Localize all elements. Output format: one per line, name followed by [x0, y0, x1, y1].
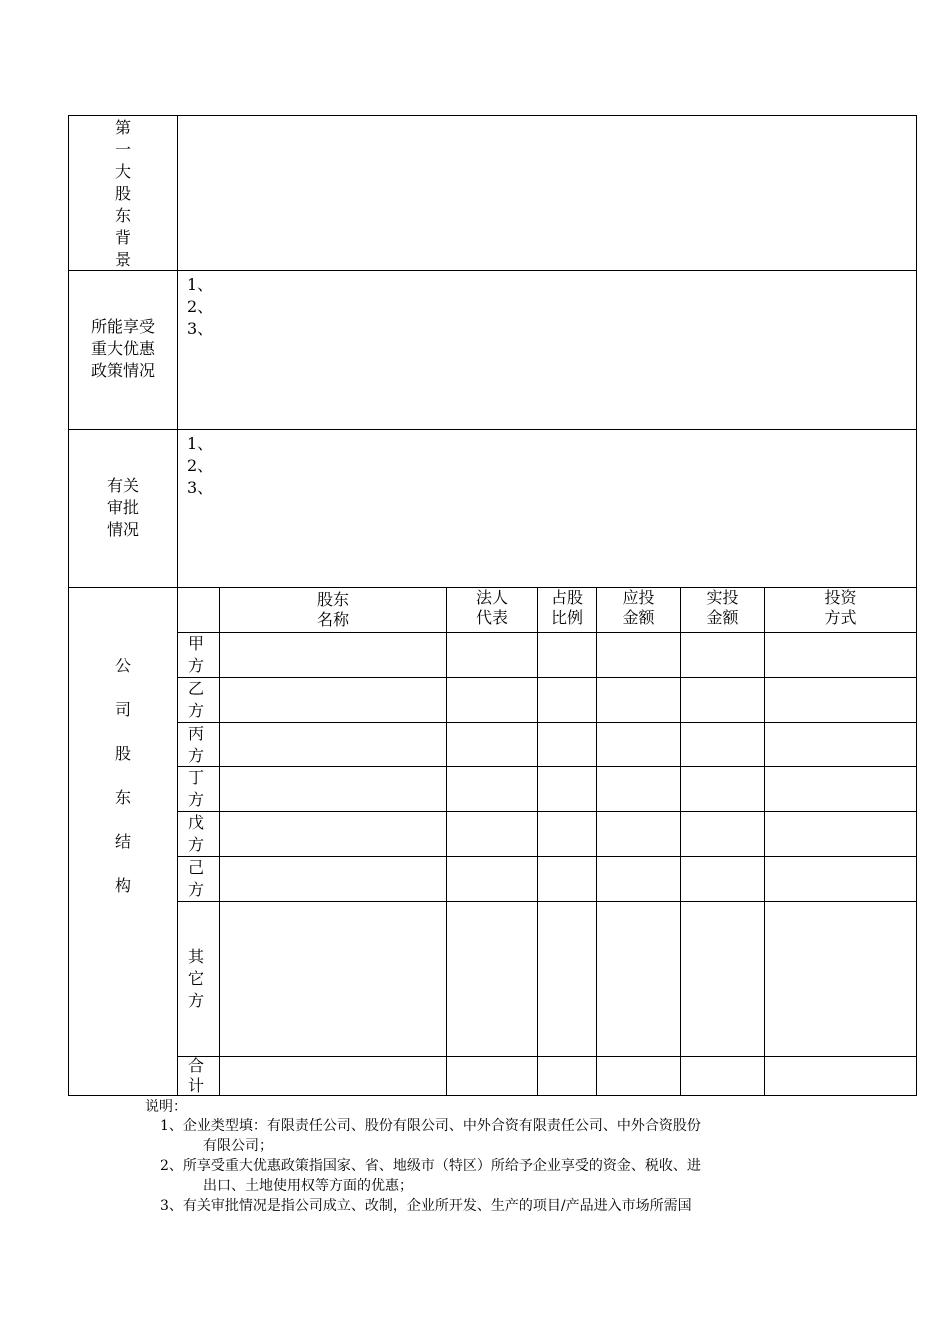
row-label-party-a: 甲 方: [187, 634, 204, 675]
shareholder-background-label: 第 一 大 股 东 背 景: [114, 118, 131, 269]
structure-row-line: [177, 722, 917, 723]
note-line-2-cont: 出口、土地使用权等方面的优惠；: [203, 1178, 413, 1194]
approval-items[interactable]: 1、 2、 3、: [187, 434, 214, 497]
structure-col-line: [219, 587, 220, 1096]
table-border-right: [916, 115, 917, 1096]
row-label-party-c: 丙 方: [187, 724, 204, 765]
policy-label: 所能享受 重大优惠 政策情况: [90, 317, 155, 380]
structure-row-line: [177, 811, 917, 812]
row-label-party-f: 己 方: [187, 858, 204, 899]
header-investment-method: 投资 方式: [824, 588, 857, 627]
structure-col-line: [680, 587, 681, 1096]
structure-col-line: [596, 587, 597, 1096]
structure-col-line: [446, 587, 447, 1096]
note-line-1-cont: 有限公司；: [203, 1138, 273, 1154]
structure-col-line: [537, 587, 538, 1096]
header-due-amount: 应投 金额: [622, 588, 655, 627]
approval-label: 有关 审批 情况: [106, 476, 139, 539]
header-paid-amount: 实投 金额: [706, 588, 739, 627]
header-share-ratio: 占股 比例: [550, 588, 583, 627]
row-divider: [68, 270, 917, 271]
table-border-left: [68, 115, 69, 1096]
structure-row-line: [177, 901, 917, 902]
shareholder-background-field[interactable]: [178, 116, 916, 270]
row-label-others: 其 它 方: [187, 947, 204, 1010]
structure-row-line: [177, 856, 917, 857]
row-divider: [68, 429, 917, 430]
structure-label: 公 司 股 东 结 构: [114, 656, 131, 895]
header-shareholder-name: 股东 名称: [316, 590, 349, 629]
header-legal-representative: 法人 代表: [475, 588, 508, 627]
structure-row-line: [177, 766, 917, 767]
row-label-party-b: 乙 方: [187, 679, 204, 720]
notes-title: 说明：: [145, 1099, 187, 1115]
structure-row-line: [177, 632, 917, 633]
structure-row-line: [177, 1056, 917, 1057]
structure-col-line: [764, 587, 765, 1096]
row-label-party-e: 戊 方: [187, 813, 204, 854]
note-line-1: 1、企业类型填：有限责任公司、股份有限公司、中外合资有限责任公司、中外合资股份: [160, 1118, 701, 1134]
row-label-total: 合 计: [187, 1056, 204, 1095]
note-line-2: 2、所享受重大优惠政策指国家、省、地级市（特区）所给予企业享受的资金、税收、进: [160, 1158, 701, 1174]
structure-row-line: [177, 677, 917, 678]
row-label-party-d: 丁 方: [187, 768, 204, 809]
policy-items[interactable]: 1、 2、 3、: [187, 275, 214, 338]
note-line-3: 3、有关审批情况是指公司成立、改制，企业所开发、生产的项目/产品进入市场所需国: [160, 1198, 692, 1214]
